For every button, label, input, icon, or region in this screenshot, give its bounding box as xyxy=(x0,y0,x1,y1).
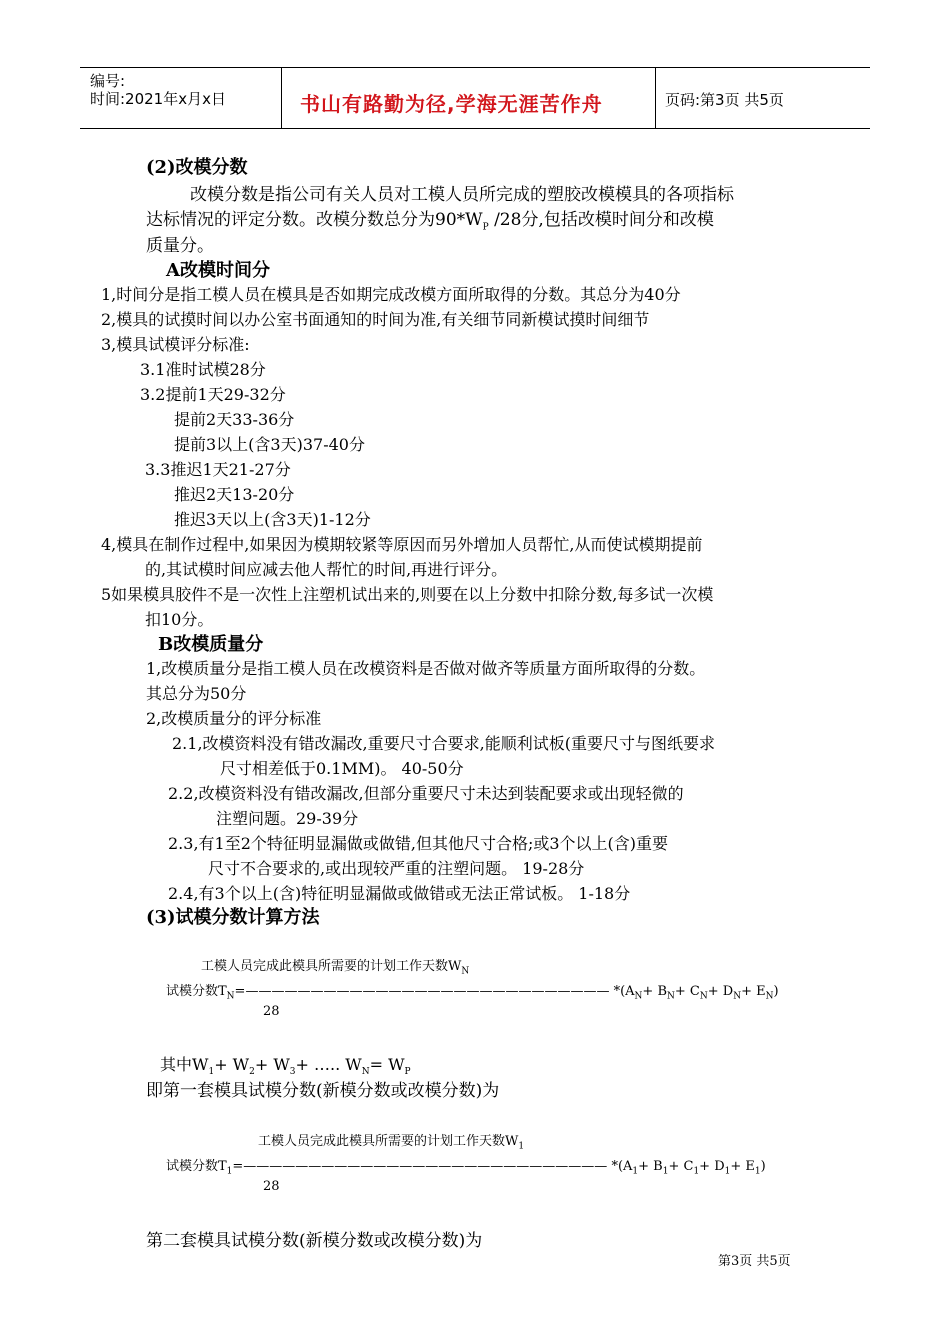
part-b-item-1-cont: 其总分为50分 xyxy=(146,684,247,703)
section-2-title: (2)改模分数 xyxy=(146,157,248,178)
part-b-item-2-1: 2.1,改模资料没有错改漏改,重要尺寸合要求,能顺利试板(重要尺寸与图纸要求 xyxy=(172,734,715,753)
formula-1-denominator: 28 xyxy=(263,1004,280,1019)
part-a-item-5-cont: 扣10分。 xyxy=(145,610,214,629)
first-set-label: 即第一套模具试模分数(新模分数或改模分数)为 xyxy=(146,1081,500,1101)
part-b-item-1: 1,改模质量分是指工模人员在改模资料是否做对做齐等质量方面所取得的分数。 xyxy=(146,659,706,678)
part-a-item-3-2: 3.2提前1天29-32分 xyxy=(140,385,286,404)
formula-2-line: 试模分数$T_1=————————————————————————————$ $*(A_1+ B_1+ C_1+ D_1+ E_1)$ xyxy=(166,1159,766,1177)
header-bottom-rule xyxy=(80,128,870,129)
part-a-item-1: 1,时间分是指工模人员在模具是否如期完成改模方面所取得的分数。其总分为40分 xyxy=(101,285,681,304)
formula-1-line: 试模分数$T_N=————————————————————————————$ $*(A_N+ B_N+ C_N+ D_N+ E_N)$ xyxy=(166,984,779,1002)
part-a-item-2: 2,模具的试摸时间以办公室书面通知的时间为准,有关细节同新模试摸时间细节 xyxy=(101,310,650,329)
page-footer: 第3页 共5页 xyxy=(718,1254,791,1269)
part-b-item-2-1-cont: 尺寸相差低于0.1MM)。 40-50分 xyxy=(220,759,464,778)
formula-1-numerator: 工模人员完成此模具所需要的计划工作天数$W_N$ xyxy=(201,959,470,977)
section-2-intro-line-2: 达标情况的评定分数。改模分数总分为$90*W_P$ /28分,包括改模时间分和改模 xyxy=(146,210,714,233)
weights-sum-line: 其中$W_1+ W_2+ W_3+$ ….. $W_N= W_P$ xyxy=(160,1055,411,1078)
part-a-item-3-3: 3.3推迟1天21-27分 xyxy=(145,460,291,479)
part-b-item-2-3: 2.3,有1至2个特征明显漏做或做错,但其他尺寸合格;或3个以上(含)重要 xyxy=(168,834,669,853)
part-a-item-3-3c: 推迟3天以上(含3天)1-12分 xyxy=(174,510,371,529)
second-set-label: 第二套模具试模分数(新模分数或改模分数)为 xyxy=(146,1231,483,1251)
header-number-label: 编号: xyxy=(90,72,126,90)
part-b-item-2-4: 2.4,有3个以上(含)特征明显漏做或做错或无法正常试板。 1-18分 xyxy=(168,884,631,903)
part-a-item-3-2c: 提前3以上(含3天)37-40分 xyxy=(174,435,365,454)
header-divider-right xyxy=(655,67,656,128)
part-a-item-5: 5如果模具胶件不是一次性上注塑机试出来的,则要在以上分数中扣除分数,每多试一次模 xyxy=(101,585,714,604)
header-motto: 书山有路勤为径,学海无涯苦作舟 xyxy=(300,92,603,116)
part-a-item-4: 4,模具在制作过程中,如果因为模期较紧等原因而另外增加人员帮忙,从而使试模期提前 xyxy=(101,535,703,554)
part-a-item-4-cont: 的,其试模时间应减去他人帮忙的时间,再进行评分。 xyxy=(145,560,508,579)
header-page-label: 页码:第3页 共5页 xyxy=(665,91,784,109)
part-b-item-2-2-cont: 注塑问题。29-39分 xyxy=(216,809,359,828)
part-b-title: B改模质量分 xyxy=(158,634,264,655)
part-a-item-3-2b: 提前2天33-36分 xyxy=(174,410,295,429)
part-a-item-3-1: 3.1准时试模28分 xyxy=(140,360,266,379)
header-top-rule xyxy=(80,67,870,68)
part-b-item-2-2: 2.2,改模资料没有错改漏改,但部分重要尺寸未达到装配要求或出现轻微的 xyxy=(168,784,684,803)
formula-2-denominator: 28 xyxy=(263,1179,280,1194)
part-b-item-2: 2,改模质量分的评分标准 xyxy=(146,709,322,728)
section-2-intro-line-3: 质量分。 xyxy=(146,236,214,256)
formula-2-numerator: 工模人员完成此模具所需要的计划工作天数$W_1$ xyxy=(258,1134,525,1152)
part-b-item-2-3-cont: 尺寸不合要求的,或出现较严重的注塑问题。 19-28分 xyxy=(208,859,585,878)
part-a-item-3: 3,模具试模评分标准: xyxy=(101,335,250,354)
section-2-intro-line-1: 改模分数是指公司有关人员对工模人员所完成的塑胶改模模具的各项指标 xyxy=(190,185,734,205)
part-a-item-3-3b: 推迟2天13-20分 xyxy=(174,485,295,504)
section-3-title: (3)试模分数计算方法 xyxy=(146,907,320,928)
header-divider-left xyxy=(281,67,282,128)
part-a-title: A改模时间分 xyxy=(166,260,270,281)
header-date-label: 时间:2021年x月x日 xyxy=(90,90,226,108)
